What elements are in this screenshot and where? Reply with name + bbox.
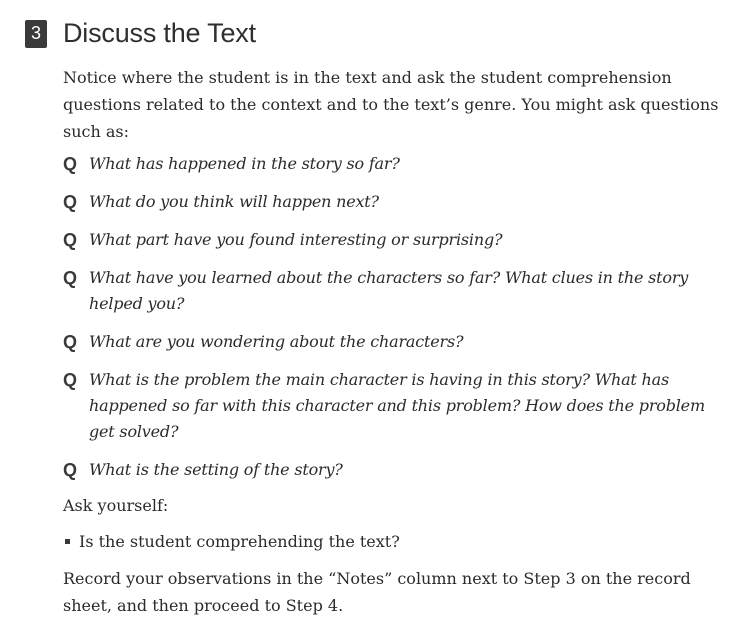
- question-item: [63, 151, 733, 177]
- question-item: [63, 189, 733, 215]
- question-list: [63, 151, 733, 483]
- section-content: [63, 64, 733, 619]
- question-marker: Q: [63, 460, 78, 480]
- question-text: What has happened in the story so far?: [89, 154, 400, 173]
- question-marker: Q: [63, 268, 78, 288]
- question-text: What are you wondering about the characters?: [89, 332, 464, 351]
- question-item: [63, 457, 733, 483]
- question-text: What part have you found interesting or surprising?: [89, 230, 503, 249]
- question-item: [63, 329, 733, 355]
- question-text: What have you learned about the characters so far? What clues in the story helped you?: [89, 268, 689, 313]
- intro-paragraph: Notice where the student is in the text and ask the student comprehension questions related to the context and to the text’s genre. You might ask questions such as:: [63, 68, 719, 141]
- square-bullet-icon: [65, 539, 70, 544]
- question-marker: Q: [63, 332, 78, 352]
- question-marker: Q: [63, 154, 78, 174]
- section-header: [25, 18, 256, 49]
- question-marker: Q: [63, 370, 78, 390]
- question-item: [63, 265, 733, 317]
- question-text: What is the problem the main character is having in this story? What has happened so far with this character and this problem? How does the problem get solved?: [89, 370, 705, 441]
- record-instructions: Record your observations in the “Notes” column next to Step 3 on the record sheet, and then proceed to Step 4.: [63, 569, 691, 615]
- section-title: Discuss the Text: [63, 18, 256, 48]
- bullet-item: [63, 529, 733, 555]
- question-text: What do you think will happen next?: [89, 192, 379, 211]
- question-marker: Q: [63, 192, 78, 212]
- bullet-text: Is the student comprehending the text?: [79, 532, 400, 551]
- question-marker: Q: [63, 230, 78, 250]
- question-item: [63, 227, 733, 253]
- question-text: What is the setting of the story?: [89, 460, 343, 479]
- ask-yourself-label: Ask yourself:: [63, 496, 169, 515]
- question-item: [63, 367, 733, 445]
- step-number-badge: 3: [25, 20, 47, 48]
